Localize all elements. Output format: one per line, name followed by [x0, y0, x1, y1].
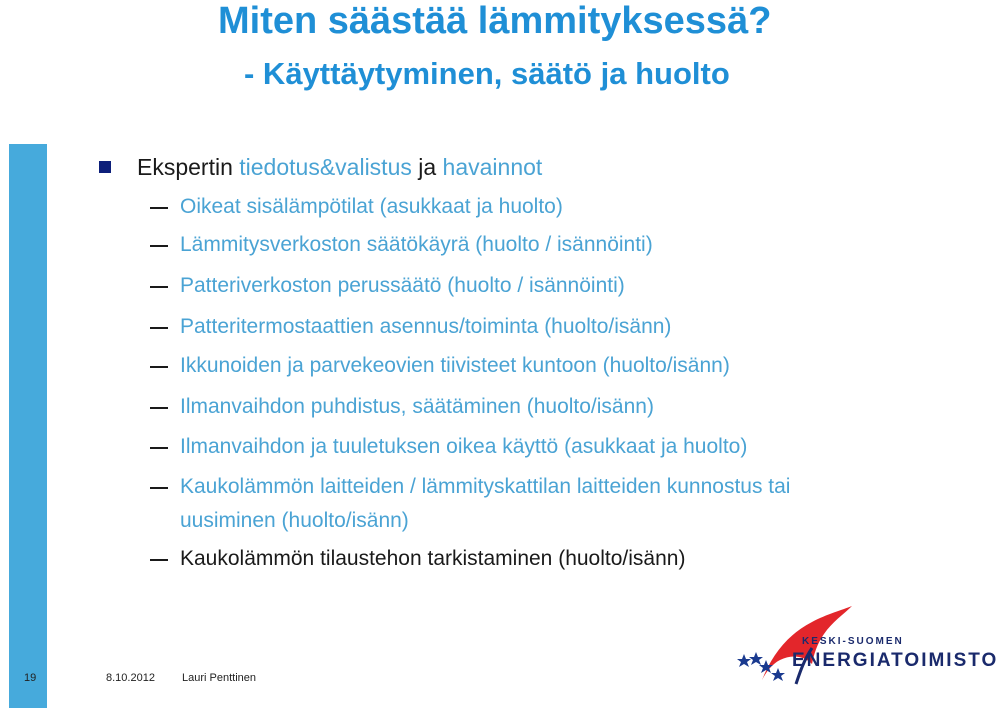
star-icon — [771, 668, 785, 681]
dash-icon — [150, 407, 168, 409]
dash-icon — [150, 327, 168, 329]
dash-icon — [150, 286, 168, 288]
title-line-2: - Käyttäytyminen, säätö ja huolto — [244, 56, 730, 91]
dash-icon — [150, 487, 168, 489]
square-bullet-icon — [99, 161, 111, 173]
dash-icon — [150, 207, 168, 209]
title-line-1: Miten säästää lämmityksessä? — [218, 0, 772, 42]
star-icon — [749, 652, 763, 665]
logo-main-text: ENERGIATOIMISTO — [792, 650, 998, 671]
logo-top-text: KESKI-SUOMEN — [802, 636, 904, 647]
dash-icon — [150, 447, 168, 449]
slide-content: Ekspertin tiedotus&valistus ja havainnot Oikeat sisälämpötilat (asukkaat ja huolto) Lämmitysverkoston säätökäyrä (huolto / isännöinti) Patteriverkoston perussäätö (huolto / isännöinti) Patteritermostaattien asennus/toiminta (huolto/isänn) Ikkunoiden ja parvekeovien tiivisteet kuntoon (huolto/isänn) Ilmanvaihdon puhdistus, säätäminen (huolto/isänn) Ilmanvaihdon ja tuuletuksen oikea käyttö (asukkaat ja huolto) Kaukolämmön laitteiden / lämmityskattilan laitteiden kunnostus tai uusiminen (huolto/isänn) Kaukolämmön tilaustehon tarkistaminen (huolto/isänn) — [0, 0, 960, 708]
dash-icon — [150, 366, 168, 368]
main-bullet-text: Ekspertin tiedotus&valistus ja havainnot — [137, 154, 543, 180]
star-icon — [737, 654, 751, 667]
page-number: 19 — [24, 672, 37, 684]
footer-author: Lauri Penttinen — [182, 672, 256, 684]
footer-date: 8.10.2012 — [106, 672, 155, 684]
energiatoimisto-logo — [732, 600, 998, 700]
dash-icon — [150, 559, 168, 561]
dash-icon — [150, 245, 168, 247]
